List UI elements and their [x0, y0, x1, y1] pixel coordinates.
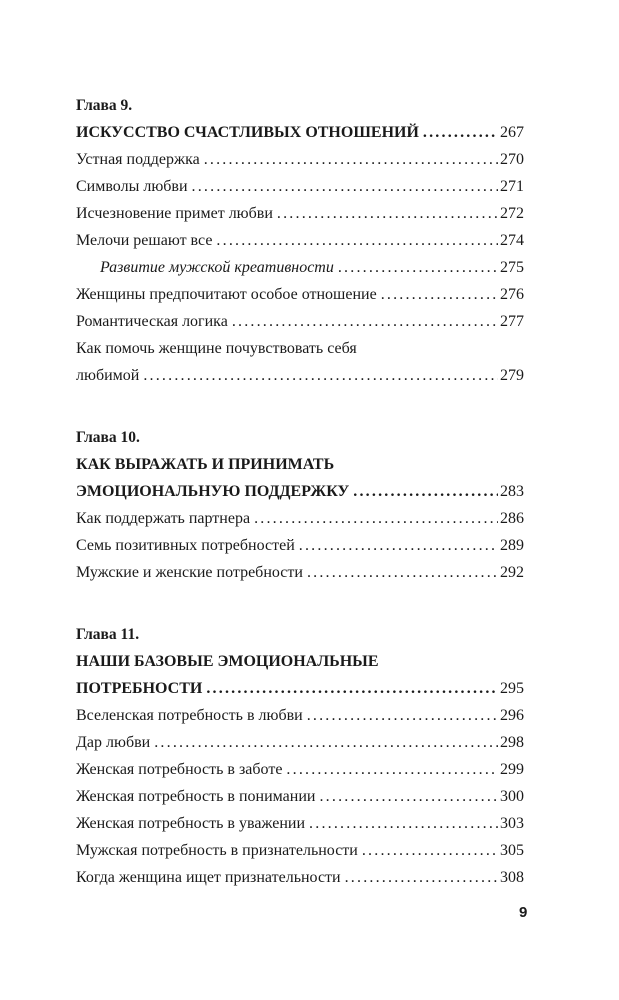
entry-title: Развитие мужской креативности: [100, 259, 334, 276]
leader-dots: [154, 729, 498, 756]
page-ref: 299: [500, 761, 524, 778]
chapter-label: Глава 10.: [76, 429, 140, 446]
chapter-label: Глава 11.: [76, 626, 140, 643]
entry-title: Вселенская потребность в любви: [76, 707, 303, 724]
page-ref: 276: [500, 286, 524, 303]
toc-entry: [76, 702, 524, 729]
page-ref: 303: [500, 815, 524, 832]
chapter-title-row: [76, 675, 524, 702]
toc-entry: [76, 837, 524, 864]
chapter-10-section: [76, 424, 524, 586]
entry-title: Семь позитивных потребностей: [76, 537, 295, 554]
page-ref: 289: [500, 537, 524, 554]
entry-title: Мелочи решают все: [76, 232, 213, 249]
chapter-label: Глава 9.: [76, 97, 133, 114]
toc-entry: [76, 146, 524, 173]
leader-dots: [232, 308, 498, 335]
entry-title: Дар любви: [76, 734, 151, 751]
toc-entry: [76, 281, 524, 308]
leader-dots: [286, 756, 498, 783]
toc-entry: [76, 505, 524, 532]
page-ref: 274: [500, 232, 524, 249]
entry-title: любимой: [76, 367, 140, 384]
page-ref: 298: [500, 734, 524, 751]
leader-dots: [299, 532, 498, 559]
leader-dots: [423, 119, 498, 146]
chapter-11-section: [76, 621, 524, 891]
page-ref: 272: [500, 205, 524, 222]
entry-title: Женская потребность в понимании: [76, 788, 316, 805]
toc-entry: [76, 227, 524, 254]
chapter-title-row: [76, 478, 524, 505]
entry-title-line: Как помочь женщине почувствовать себя: [76, 340, 357, 357]
leader-dots: [381, 281, 498, 308]
toc-entry: [76, 532, 524, 559]
leader-dots: [309, 810, 498, 837]
leader-dots: [307, 702, 498, 729]
leader-dots: [204, 146, 498, 173]
leader-dots: [338, 254, 498, 281]
toc-entry: [76, 559, 524, 586]
toc-entry: [76, 810, 524, 837]
entry-title: Женщины предпочитают особое отношение: [76, 286, 377, 303]
page-number: 9: [519, 904, 528, 921]
toc-entry: [76, 864, 524, 891]
entry-title: Символы любви: [76, 178, 188, 195]
entry-title: Мужские и женские потребности: [76, 564, 303, 581]
entry-title: Романтическая логика: [76, 313, 228, 330]
page-ref: 277: [500, 313, 524, 330]
entry-title: Исчезновение примет любви: [76, 205, 273, 222]
entry-title: Когда женщина ищет признательности: [76, 869, 341, 886]
entry-title: Женская потребность в уважении: [76, 815, 306, 832]
chapter-title: ЭМОЦИОНАЛЬНУЮ ПОДДЕРЖКУ: [76, 483, 350, 500]
page-ref: 286: [500, 510, 524, 527]
page-ref: 271: [500, 178, 524, 195]
leader-dots: [277, 200, 498, 227]
entry-title: Женская потребность в заботе: [76, 761, 283, 778]
leader-dots: [345, 864, 498, 891]
entry-title: Как поддержать партнера: [76, 510, 251, 527]
toc-entry: [76, 200, 524, 227]
chapter-title-line: КАК ВЫРАЖАТЬ И ПРИНИМАТЬ: [76, 456, 335, 473]
page-ref: 267: [500, 124, 524, 141]
chapter-title: ИСКУССТВО СЧАСТЛИВЫХ ОТНОШЕНИЙ: [76, 124, 419, 141]
toc-entry: [76, 783, 524, 810]
page-ref: 295: [500, 680, 524, 697]
toc-entry: [76, 362, 524, 389]
toc-entry: [76, 729, 524, 756]
chapter-9-section: [76, 92, 524, 389]
toc-entry: [76, 308, 524, 335]
leader-dots: [143, 362, 498, 389]
page-ref: 296: [500, 707, 524, 724]
toc-entry: [76, 756, 524, 783]
page-ref: 292: [500, 564, 524, 581]
leader-dots: [192, 173, 498, 200]
chapter-title-line: НАШИ БАЗОВЫЕ ЭМОЦИОНАЛЬНЫЕ: [76, 653, 379, 670]
toc-entry: [76, 173, 524, 200]
page-ref: 305: [500, 842, 524, 859]
chapter-title-row: [76, 119, 524, 146]
entry-title: Устная поддержка: [76, 151, 200, 168]
leader-dots: [216, 227, 498, 254]
page-ref: 300: [500, 788, 524, 805]
page-ref: 270: [500, 151, 524, 168]
leader-dots: [362, 837, 498, 864]
leader-dots: [319, 783, 498, 810]
page-ref: 279: [500, 367, 524, 384]
page-ref: 308: [500, 869, 524, 886]
leader-dots: [353, 478, 498, 505]
page-ref: 275: [500, 259, 524, 276]
chapter-title: ПОТРЕБНОСТИ: [76, 680, 203, 697]
leader-dots: [307, 559, 498, 586]
leader-dots: [206, 675, 498, 702]
toc-subentry: [76, 254, 524, 281]
entry-title: Мужская потребность в признательности: [76, 842, 358, 859]
page-ref: 283: [500, 483, 524, 500]
leader-dots: [254, 505, 498, 532]
